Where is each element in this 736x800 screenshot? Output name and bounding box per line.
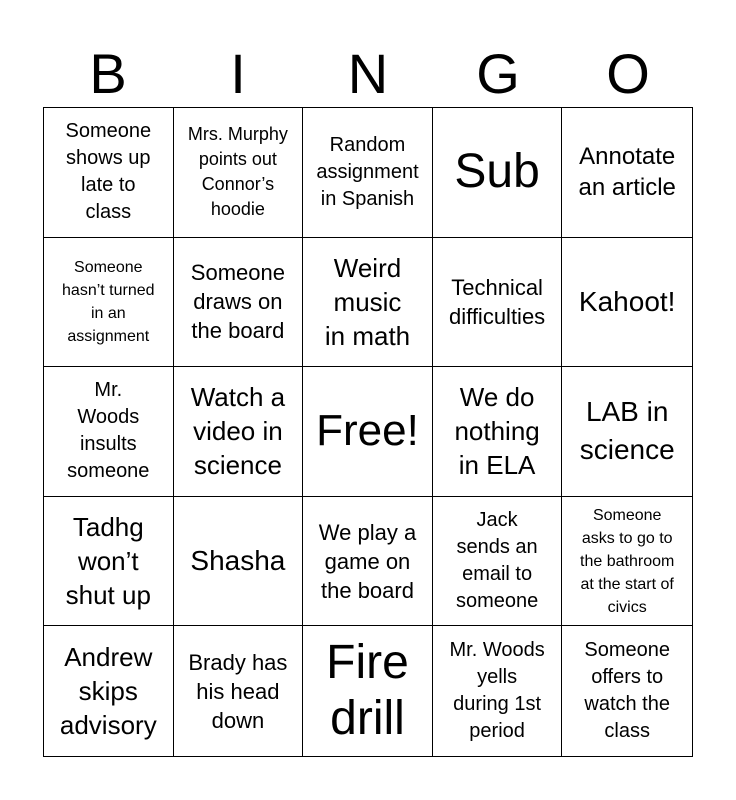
cell-text: Someone draws on the board (190, 260, 285, 344)
header-letter-o: O (606, 42, 650, 105)
header-letter-n: N (347, 42, 389, 105)
bingo-cell[interactable] (433, 238, 563, 368)
bingo-header (43, 42, 693, 106)
bingo-cell[interactable] (562, 497, 692, 627)
cell-text: Someone hasn’t turned in an assignment (62, 258, 155, 345)
cell-text: Mr. Woods yells during 1st period (449, 639, 545, 743)
cell-text: Andrew skips advisory (59, 642, 157, 741)
cell-text: Weird music in math (324, 252, 411, 351)
header-letter-i: I (230, 42, 246, 105)
cell-text: Jack sends an email to someone (455, 509, 539, 613)
bingo-cell[interactable] (174, 497, 304, 627)
bingo-cell[interactable] (174, 367, 304, 497)
cell-text: We do nothing in ELA (454, 382, 540, 481)
bingo-cell[interactable] (44, 238, 174, 368)
bingo-cell[interactable] (44, 626, 174, 756)
cell-text: Kahoot! (578, 285, 676, 317)
bingo-cell[interactable] (174, 238, 304, 368)
cell-text: Random assignment in Spanish (316, 133, 419, 210)
bingo-cell[interactable] (303, 626, 433, 756)
cell-text: Someone offers to watch the class (584, 639, 670, 743)
bingo-cell[interactable] (433, 367, 563, 497)
cell-text: Mrs. Murphy points out Connor’s hoodie (187, 124, 288, 220)
cell-text: We play a game on the board (318, 519, 417, 603)
cell-text: Someone shows up late to class (65, 120, 152, 224)
bingo-cell[interactable] (562, 367, 692, 497)
bingo-cell[interactable] (174, 626, 304, 756)
free-space-cell[interactable] (303, 367, 433, 497)
header-letter-g: G (476, 42, 520, 105)
cell-text: Shasha (190, 545, 286, 577)
bingo-cell[interactable] (44, 367, 174, 497)
cell-text: Tadhg won’t shut up (65, 512, 151, 611)
cell-text: Watch a video in science (190, 382, 286, 481)
bingo-cell[interactable] (562, 108, 692, 238)
bingo-cell[interactable] (433, 108, 563, 238)
cell-text: Someone asks to go to the bathroom at the start of civics (580, 506, 675, 616)
bingo-cell[interactable] (562, 238, 692, 368)
bingo-cell[interactable] (303, 497, 433, 627)
bingo-cell[interactable] (433, 626, 563, 756)
free-space-text: Free! (316, 406, 419, 456)
bingo-cell[interactable] (44, 108, 174, 238)
bingo-cell[interactable] (44, 497, 174, 627)
cell-text: Sub (454, 145, 540, 199)
bingo-grid (43, 107, 693, 757)
cell-text: LAB in science (579, 396, 675, 466)
bingo-cell[interactable] (433, 497, 563, 627)
cell-text: Fire drill (326, 636, 409, 746)
header-letter-b: B (89, 42, 127, 105)
cell-text: Annotate an article (578, 143, 676, 202)
bingo-cell[interactable] (174, 108, 304, 238)
cell-text: Mr. Woods insults someone (67, 379, 150, 483)
bingo-cell[interactable] (562, 626, 692, 756)
cell-text: Technical difficulties (448, 274, 546, 329)
cell-text: Brady has his head down (188, 649, 288, 733)
bingo-cell[interactable] (303, 108, 433, 238)
bingo-cell[interactable] (303, 238, 433, 368)
